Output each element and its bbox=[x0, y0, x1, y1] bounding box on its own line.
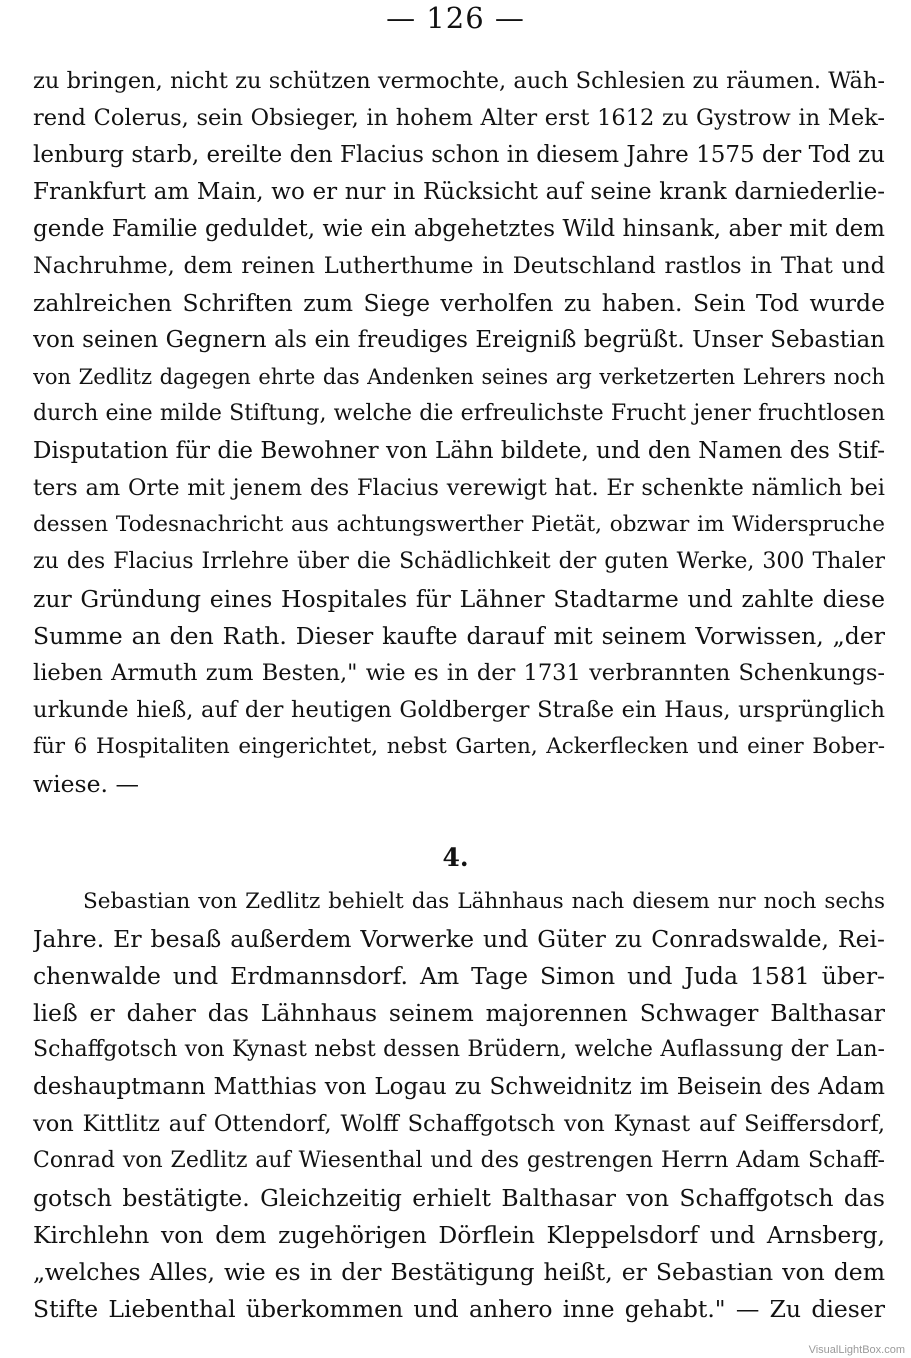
text-line: durch eine milde Stiftung, welche die erfreulichste Frucht jener fruchtlosen bbox=[33, 401, 885, 426]
text-line: von Kittlitz auf Ottendorf, Wolff Schaffgotsch von Kynast auf Seiffersdorf, bbox=[33, 1111, 885, 1137]
text-line: Nachruhme, dem reinen Lutherthume in Deutschland rastlos in That und bbox=[33, 253, 885, 279]
text-line: zur Gründung eines Hospitales für Lähner Stadtarme und zahlte diese bbox=[33, 585, 885, 613]
text-line: für 6 Hospitaliten eingerichtet, nebst Garten, Ackerflecken und einer Bober- bbox=[33, 734, 885, 759]
watermark: VisualLightBox.com bbox=[808, 1344, 905, 1356]
text-line: urkunde hieß, auf der heutigen Goldberger Straße ein Haus, ursprünglich bbox=[33, 697, 885, 723]
text-line: lieben Armuth zum Besten," wie es in der 1731 verbrannten Schenkungs- bbox=[33, 660, 885, 686]
text-line: Frankfurt am Main, wo er nur in Rücksicht auf seine krank darniederlie- bbox=[33, 179, 885, 205]
text-line: deshauptmann Matthias von Logau zu Schweidnitz im Beisein des Adam bbox=[33, 1074, 885, 1100]
text-line: gende Familie geduldet, wie ein abgehetztes Wild hinsank, aber mit dem bbox=[33, 216, 885, 242]
page-number: — 126 — bbox=[386, 1, 525, 35]
text-line: ließ er daher das Lähnhaus seinem majorennen Schwager Balthasar bbox=[33, 999, 885, 1027]
text-line: Schaffgotsch von Kynast nebst dessen Brüdern, welche Auflassung der Lan- bbox=[33, 1037, 885, 1062]
text-line: Kirchlehn von dem zugehörigen Dörflein Kleppelsdorf und Arnsberg, bbox=[33, 1221, 885, 1249]
section-heading: 4. bbox=[442, 843, 469, 872]
text-line: Conrad von Zedlitz auf Wiesenthal und des gestrengen Herrn Adam Schaff- bbox=[33, 1148, 885, 1173]
text-line: zu bringen, nicht zu schützen vermochte, auch Schlesien zu räumen. Wäh- bbox=[33, 68, 885, 94]
text-line: wiese. — bbox=[33, 770, 139, 798]
text-line: dessen Todesnachricht aus achtungswerther Pietät, obzwar im Widerspruche bbox=[33, 512, 885, 537]
text-line: zu des Flacius Irrlehre über die Schädlichkeit der guten Werke, 300 Thaler bbox=[33, 549, 885, 574]
text-line: chenwalde und Erdmannsdorf. Am Tage Simon und Juda 1581 über- bbox=[33, 962, 885, 990]
text-line: zahlreichen Schriften zum Siege verholfen zu haben. Sein Tod wurde bbox=[33, 289, 885, 317]
text-line: gotsch bestätigte. Gleichzeitig erhielt Balthasar von Schaffgotsch das bbox=[33, 1184, 885, 1212]
text-line: rend Colerus, sein Obsieger, in hohem Alter erst 1612 zu Gystrow in Mek- bbox=[33, 105, 885, 131]
text-line: Disputation für die Bewohner von Lähn bildete, und den Namen des Stif- bbox=[33, 438, 885, 464]
text-line: von Zedlitz dagegen ehrte das Andenken seines arg verketzerten Lehrers noch bbox=[33, 365, 885, 389]
text-line: lenburg starb, ereilte den Flacius schon in diesem Jahre 1575 der Tod zu bbox=[33, 142, 885, 168]
text-line: von seinen Gegnern als ein freudiges Ereigniß begrüßt. Unser Sebastian bbox=[33, 327, 885, 353]
text-line: ters am Orte mit jenem des Flacius verewigt hat. Er schenkte nämlich bei bbox=[33, 475, 885, 501]
text-line: Jahre. Er besaß außerdem Vorwerke und Güter zu Conradswalde, Rei- bbox=[33, 925, 885, 953]
text-line: „welches Alles, wie es in der Bestätigung heißt, er Sebastian von dem bbox=[33, 1258, 885, 1286]
text-line: Stifte Liebenthal überkommen und anhero inne gehabt." — Zu dieser bbox=[33, 1295, 885, 1323]
text-line: Sebastian von Zedlitz behielt das Lähnhaus nach diesem nur noch sechs bbox=[83, 889, 885, 914]
text-line: Summe an den Rath. Dieser kaufte darauf mit seinem Vorwissen, „der bbox=[33, 622, 885, 650]
